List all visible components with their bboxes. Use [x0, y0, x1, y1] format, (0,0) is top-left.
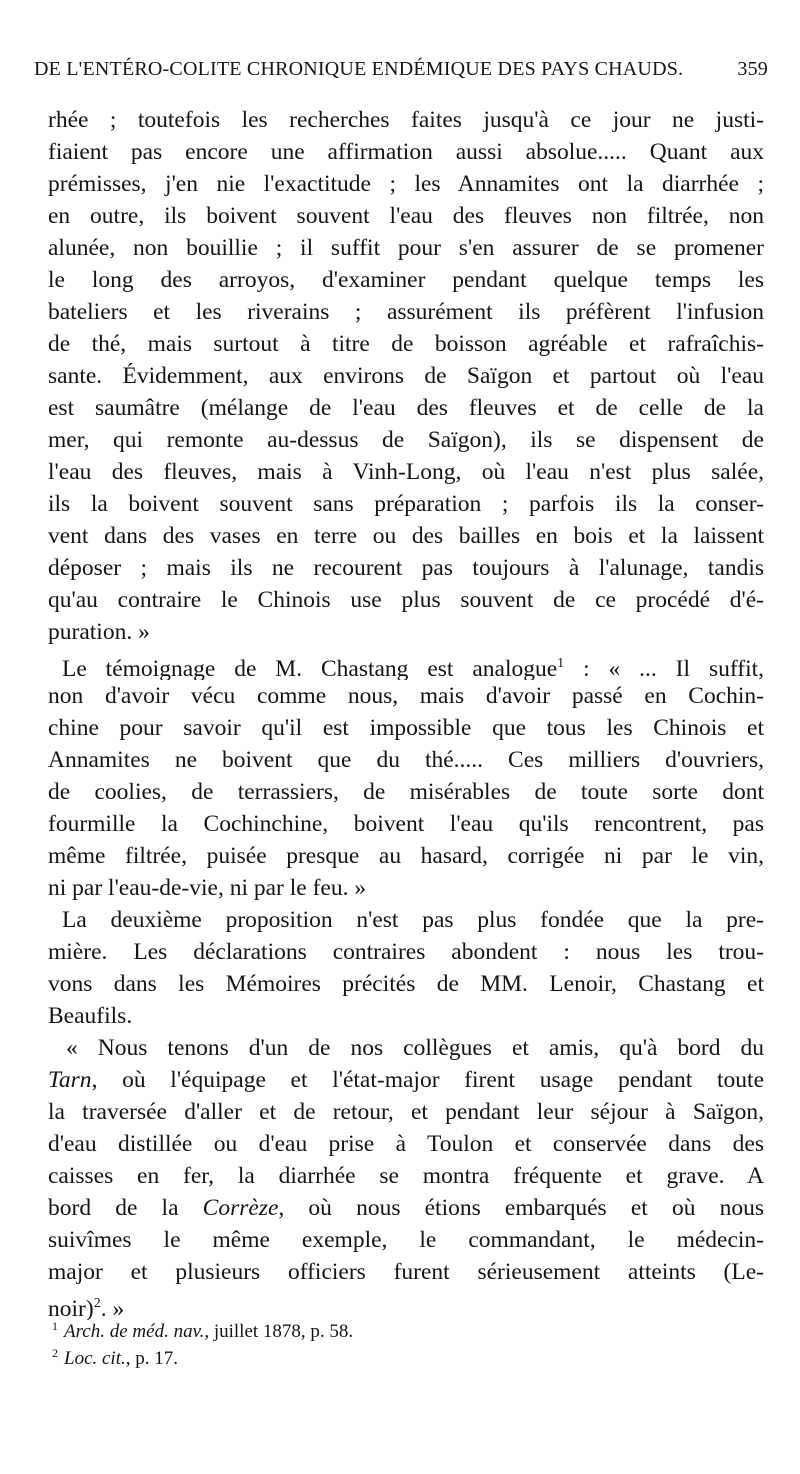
text-line: mière. Les déclarations contraires abondent : nous les trou- — [48, 939, 764, 965]
text-line: suivîmes le même exemple, le commandant, le médecin- — [48, 1227, 764, 1253]
footnote-source: Loc. cit. — [64, 1348, 126, 1369]
footnote-ref: 1 — [557, 656, 565, 671]
text-line: chine pour savoir qu'il est impossible que tous les Chinois et — [48, 715, 764, 741]
text-span: Le témoignage de M. Chastang est analogue — [62, 656, 558, 680]
text-span: . » — [100, 1296, 125, 1320]
running-title: DE L'ENTÉRO-COLITE CHRONIQUE ENDÉMIQUE DES PAYS CHAUDS. — [34, 58, 684, 80]
text-span: : « ... Il suffit, — [564, 656, 764, 680]
ship-name: Tarn — [48, 1067, 92, 1093]
text-span: bord de la — [48, 1195, 203, 1221]
text-line: La deuxième proposition n'est pas plus fondée que la pre- — [62, 907, 764, 933]
text-line: « Nous tenons d'un de nos collègues et amis, qu'à bord du — [66, 1035, 764, 1061]
text-line — [48, 1064, 764, 1096]
text-line: en outre, ils boivent souvent l'eau des fleuves non filtrée, non — [48, 203, 764, 229]
footnote-text: , p. 17. — [125, 1348, 178, 1369]
footnote-number: 1 — [52, 1319, 58, 1333]
text-line: de thé, mais surtout à titre de boisson agréable et rafraîchis- — [48, 331, 764, 357]
text-line: vons dans les Mémoires précités de MM. Lenoir, Chastang et — [48, 971, 764, 997]
text-line: déposer ; mais ils ne recourent pas toujours à l'alunage, tandis — [48, 555, 764, 581]
text-line: qu'au contraire le Chinois use plus souvent de ce procédé d'é- — [48, 587, 764, 613]
text-line: mer, qui remonte au-dessus de Saïgon), ils se dispensent de — [48, 427, 764, 453]
text-line: prémisses, j'en nie l'exactitude ; les Annamites ont la diarrhée ; — [48, 171, 764, 197]
ship-name: Corrèze — [202, 1195, 279, 1221]
text-line — [48, 1192, 764, 1224]
text-span: noir) — [48, 1296, 94, 1320]
text-line — [48, 648, 764, 680]
body-text — [48, 104, 764, 1320]
text-line: de coolies, de terrassiers, de misérables de toute sorte dont — [48, 779, 764, 805]
text-line: major et plusieurs officiers furent sérieusement atteints (Le- — [48, 1259, 764, 1285]
text-line: puration. » — [48, 619, 150, 645]
footnote-source: Arch. de méd. nav. — [64, 1321, 205, 1342]
text-line: Beaufils. — [48, 1003, 133, 1029]
footnote-ref: 2 — [93, 1296, 101, 1311]
running-header — [34, 58, 768, 88]
text-line: sante. Évidemment, aux environs de Saïgon et partout où l'eau — [48, 363, 764, 389]
footnote-text: , juillet 1878, p. 58. — [204, 1321, 354, 1342]
text-line: est saumâtre (mélange de l'eau des fleuves et de celle de la — [48, 395, 764, 421]
text-line: fourmille la Cochinchine, boivent l'eau qu'ils rencontrent, pas — [48, 811, 764, 837]
text-line: bateliers et les riverains ; assurément ils préfèrent l'infusion — [48, 299, 764, 325]
footnote — [52, 1340, 752, 1367]
text-line: vent dans des vases en terre ou des bailles en bois et la laissent — [48, 523, 764, 549]
text-span: , où l'équipage et l'état-major firent usage pendant toute — [91, 1067, 764, 1093]
text-span: , où nous étions embarqués et où nous — [278, 1195, 764, 1221]
text-line: non d'avoir vécu comme nous, mais d'avoir passé en Cochin- — [48, 683, 764, 709]
footnote — [52, 1313, 752, 1340]
text-line: d'eau distillée ou d'eau prise à Toulon et conservée dans des — [48, 1131, 764, 1157]
text-line: même filtrée, puisée presque au hasard, corrigée ni par le vin, — [48, 843, 764, 869]
footnotes — [52, 1313, 752, 1367]
text-line: rhée ; toutefois les recherches faites jusqu'à ce jour ne justi- — [48, 107, 764, 133]
page-number: 359 — [737, 58, 768, 80]
text-line: l'eau des fleuves, mais à Vinh-Long, où l'eau n'est plus salée, — [48, 459, 764, 485]
text-line: alunée, non bouillie ; il suffit pour s'en assurer de se promener — [48, 235, 764, 261]
footnote-number: 2 — [52, 1346, 58, 1360]
text-line: ils la boivent souvent sans préparation ; parfois ils la conser- — [48, 491, 764, 517]
text-line: caisses en fer, la diarrhée se montra fréquente et grave. A — [48, 1163, 764, 1189]
text-line: Annamites ne boivent que du thé..... Ces milliers d'ouvriers, — [48, 747, 764, 773]
text-line: le long des arroyos, d'examiner pendant quelque temps les — [48, 267, 764, 293]
text-line: fiaient pas encore une affirmation aussi absolue..... Quant aux — [48, 139, 764, 165]
text-line: ni par l'eau-de-vie, ni par le feu. » — [48, 875, 367, 901]
text-line: la traversée d'aller et de retour, et pendant leur séjour à Saïgon, — [48, 1099, 764, 1125]
